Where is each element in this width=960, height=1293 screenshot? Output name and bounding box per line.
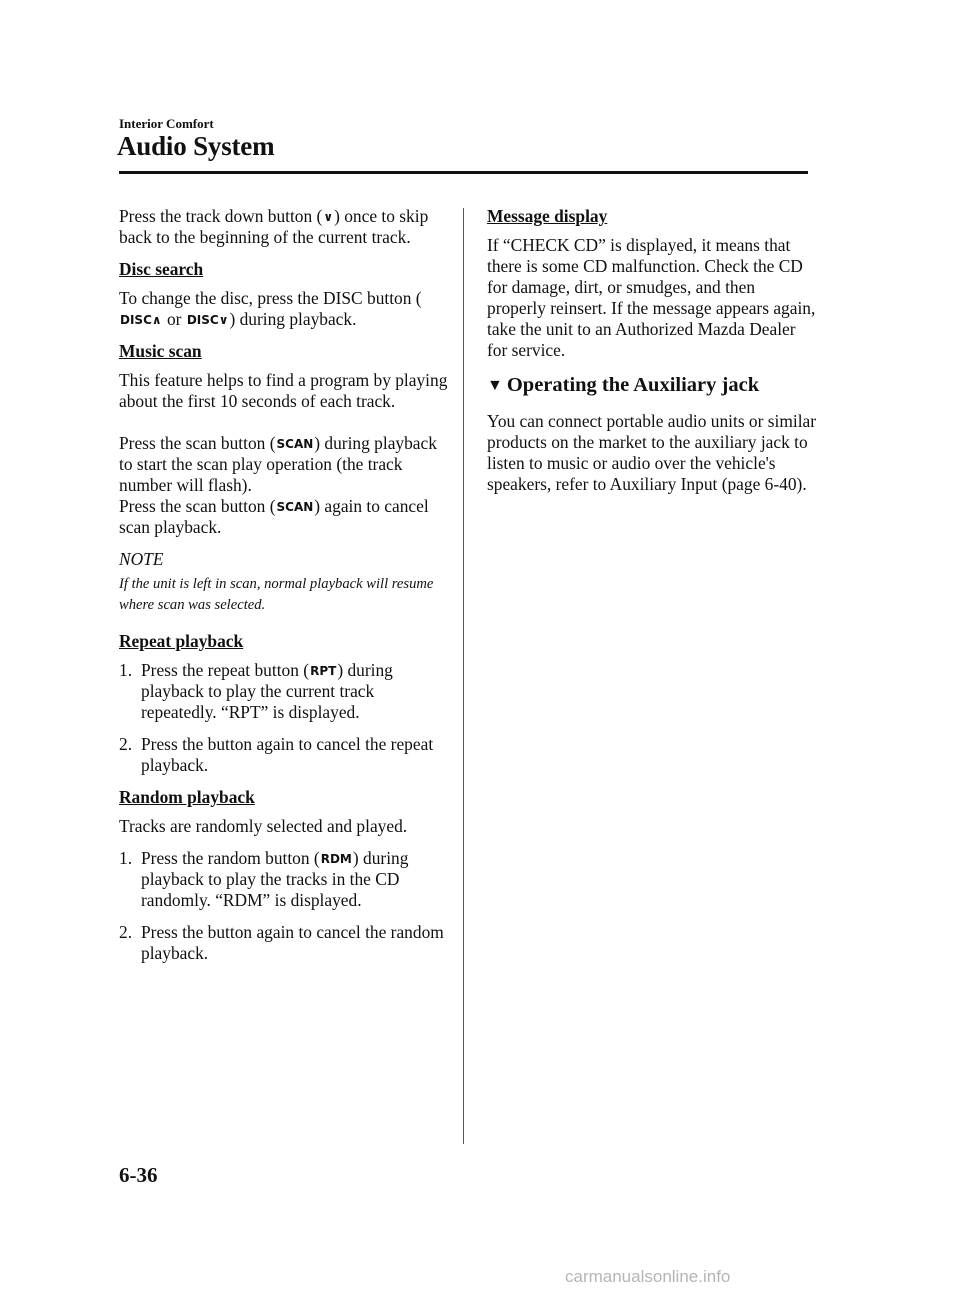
random-step-2: [119, 922, 449, 964]
note-text: If the unit is left in scan, normal playback will resume where scan was selected.: [119, 576, 434, 613]
disc-down-icon: DISC∨: [186, 313, 229, 327]
message-display-heading: Message display: [487, 206, 608, 226]
column-divider: [463, 208, 464, 1144]
step-number: 1.: [119, 660, 133, 680]
scan-icon: SCAN: [276, 437, 314, 451]
triangle-down-icon: ▼: [487, 377, 503, 394]
music-scan-heading: Music scan: [119, 341, 202, 361]
disc-search-paragraph: To change the disc, press the DISC button (DISC∧ or DISC∨) during playback.: [119, 288, 422, 329]
disc-search-heading: Disc search: [119, 259, 204, 279]
page-number: 6-36: [119, 1163, 158, 1187]
auxiliary-jack-heading: ▼ Operating the Auxiliary jack: [487, 372, 817, 399]
step-text: Press the random button (RDM) during playback to play the tracks in the CD randomly. “RDM” is displayed.: [141, 848, 409, 910]
scan-cancel-paragraph: Press the scan button (SCAN) again to cancel scan playback.: [119, 496, 429, 537]
step-text: Press the repeat button (RPT) during playback to play the current track repeatedly. “RPT” is displayed.: [141, 660, 393, 722]
random-playback-heading: Random playback: [119, 787, 255, 807]
random-paragraph: Tracks are randomly selected and played.: [119, 816, 408, 836]
music-scan-paragraph: This feature helps to find a program by playing about the first 10 seconds of each track.: [119, 370, 448, 411]
right-column: [487, 206, 817, 506]
repeat-step-2: [119, 734, 449, 776]
rpt-icon: RPT: [310, 664, 337, 678]
message-display-paragraph: If “CHECK CD” is displayed, it means that there is some CD malfunction. Check the CD for damage, dirt, or smudges, and then properly reinsert. If the message appears again, take the unit to an Authorized Mazda Dealer for service.: [487, 235, 816, 360]
section-label: Interior Comfort: [119, 116, 214, 131]
disc-up-icon: DISC∧: [120, 313, 162, 327]
left-column: [119, 206, 449, 975]
step-text: Press the button again to cancel the random playback.: [141, 922, 444, 963]
step-number: 2.: [119, 922, 133, 942]
repeat-playback-heading: Repeat playback: [119, 631, 244, 651]
step-number: 2.: [119, 734, 133, 754]
note-label: NOTE: [119, 549, 164, 569]
step-text: Press the button again to cancel the repeat playback.: [141, 734, 434, 775]
track-down-icon: ∨: [323, 210, 334, 224]
random-step-1: [119, 848, 449, 911]
header-rule: [119, 171, 808, 174]
step-number: 1.: [119, 848, 133, 868]
page-title: Audio System: [117, 131, 275, 161]
scan-icon: SCAN: [276, 500, 314, 514]
auxiliary-jack-paragraph: You can connect portable audio units or similar products on the market to the auxiliary jack to listen to music or audio over the vehicle's speakers, refer to Auxiliary Input (page 6-40).: [487, 411, 817, 494]
repeat-step-1: [119, 660, 449, 723]
watermark: carmanualsonline.info: [565, 1267, 731, 1286]
track-down-paragraph: Press the track down button (∨) once to skip back to the beginning of the current track.: [119, 206, 429, 247]
rdm-icon: RDM: [320, 852, 352, 866]
scan-start-paragraph: Press the scan button (SCAN) during playback to start the scan play operation (the track number will flash).: [119, 433, 437, 495]
